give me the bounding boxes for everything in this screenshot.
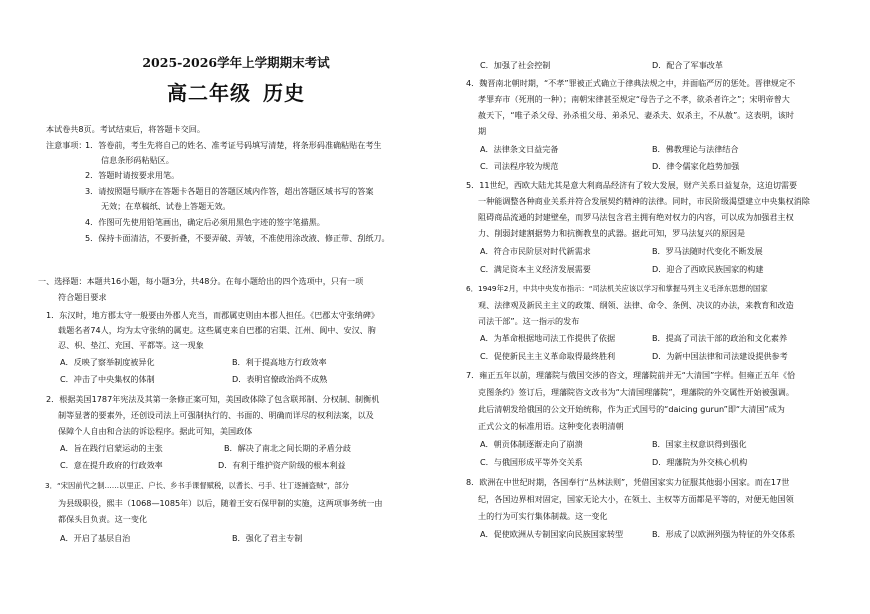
q2-option-b[interactable]: B．解决了南北之间长期的矛盾分歧 <box>224 443 351 453</box>
q8-option-b[interactable]: B．形成了以欧洲列强为特征的外交体系 <box>652 529 796 539</box>
question-7-text: 正式公文的标准用语。这种变化表明清朝 <box>478 421 624 431</box>
question-3-text: 为县级职役，熙丰（1068—1085年）以后，随着王安石保甲制的实施，这两项事务统一由 <box>58 498 383 508</box>
question-2-text: 制等显著的要素外，还创设司法上可强制执行的、书面的、明确而详尽的权利法案，以及 <box>58 410 374 420</box>
q7-option-b[interactable]: B．国家主权意识得到强化 <box>652 439 747 449</box>
exam-title: 2025-2026学年上学期期末考试 <box>142 55 330 70</box>
q5-option-d[interactable]: D．迎合了西欧民族国家的构建 <box>652 264 764 274</box>
question-1-text: 1．东汉时，地方郡太守一般要由外郡人充当，而郡属吏则由本郡人担任。《巴郡太守张纳碑》 <box>46 310 379 320</box>
q4-option-b[interactable]: B．佛教理论与法律结合 <box>652 144 739 154</box>
question-5-text: 阻碍商品流通的封建壁垒，而罗马法包含君主拥有绝对权力的内容，可以成为加强君主权 <box>478 212 794 222</box>
section-heading-cont: 符合题目要求 <box>58 292 107 302</box>
q5-option-b[interactable]: B．罗马法随时代变化不断发展 <box>652 246 763 256</box>
question-4-text: 孝罪弃市（死刑的一种）；南朝宋律甚至规定“母告子之不孝，欲杀者许之”；宋明帝曾大 <box>478 94 790 104</box>
q7-option-d[interactable]: D．理藩院为外交核心机构 <box>652 457 748 467</box>
q6-option-b[interactable]: B．提高了司法干部的政治和文化素养 <box>652 333 788 343</box>
question-5-text: 力、削弱封建割据势力和抗衡教皇的武器。据此可知，罗马法复兴的原因是 <box>478 228 746 238</box>
question-2-text: 2．根据美国1787年宪法及其第一条修正案可知，美国政体除了包含联邦制、分权制、制衡机 <box>46 394 380 404</box>
q6-option-a[interactable]: A．为革命根据地司法工作提供了依据 <box>480 333 616 343</box>
question-1-text: 忍、枳、垫江、充国、平都等。这一现象 <box>58 340 204 350</box>
q4-option-d[interactable]: D．律令儒家化趋势加强 <box>652 161 740 171</box>
q6-option-c[interactable]: C．促使新民主主义革命取得最终胜利 <box>480 351 616 361</box>
q1-option-c[interactable]: C．冲击了中央集权的体制 <box>60 374 155 384</box>
q2-option-a[interactable]: A．旨在践行启蒙运动的主张 <box>60 443 163 453</box>
question-1-text: 载题名者74人，均为太守张纳的属吏。这些属吏来自巴郡的宕渠、江州、阆中、安汉、朐 <box>58 325 376 335</box>
q4-option-a[interactable]: A．法律条文日益完备 <box>480 144 559 154</box>
question-3-text: 都保头目负责。这一变化 <box>58 514 148 524</box>
question-4-text: 赦天下，“唯子杀父母、孙杀祖父母、弟杀兄、妻杀夫、奴杀主，不从赦”。这表明，该时 <box>478 110 794 120</box>
question-7-text: 7．雍正五年以前，理藩院与俄国交涉的咨文，理藩院前并无“大清国”字样。但雍正五年《恰 <box>466 370 796 380</box>
grade-subject-heading <box>46 81 426 105</box>
q5-option-a[interactable]: A．符合市民阶层对时代新需求 <box>480 246 591 256</box>
q6-option-d[interactable]: D．为新中国法律和司法建设提供参考 <box>652 351 788 361</box>
notes-label: 注意事项： <box>46 140 87 150</box>
intro-text: 本试卷共8页。考试结束后，将答题卡交回。 <box>46 124 205 134</box>
note-line: 3．请按照题号顺序在答题卡各题目的答题区域内作答，超出答题区域书写的答案 <box>85 186 374 196</box>
q5-option-c[interactable]: C．满足资本主义经济发展需要 <box>480 264 591 274</box>
question-8-text: 纪，各国边界相对固定，国家无论大小，在领土、主权等方面都是平等的，对便无他国领 <box>478 494 794 504</box>
note-line: 2．答题时请按要求用笔。 <box>85 170 180 180</box>
question-5-text: 5．11世纪，西欧大陆尤其是意大利商品经济有了较大发展，财产关系日益复杂，这迫切需要 <box>466 180 798 190</box>
question-7-text: 克图条约》签订后，理藩院咨文改书为“大清国理藩院”，理藩院的外交属性开始被强调。 <box>478 387 794 397</box>
q3-option-b[interactable]: B．强化了君主专制 <box>232 533 303 543</box>
note-line: 1．答卷前，考生先将自己的姓名、准考证号码填写清楚，将条形码准确粘贴在考生 <box>85 140 382 150</box>
q1-option-d[interactable]: D．表明官僚政治尚不成熟 <box>232 374 328 384</box>
question-5-text: 一种能调整各种商业关系并符合发展契约精神的法律。同时，市民阶级渴望建立中央集权消除 <box>478 196 810 206</box>
q4-option-c[interactable]: C．司法程序较为规范 <box>480 161 559 171</box>
question-3-text: 3．“宋因前代之制……以里正、户长、乡书手课督赋税，以耆长、弓手、壮丁逐捕盗贼”，部分 <box>45 481 350 490</box>
note-line: 无效；在草稿纸、试卷上答题无效。 <box>101 201 231 211</box>
q3-option-d[interactable]: D．配合了军事改革 <box>652 60 723 70</box>
question-4-text: 4．魏晋南北朝时期，“不孝”罪被正式确立于律典法规之中，并面临严厉的惩处。晋律规定不 <box>466 78 796 88</box>
section-heading: 一、选择题：本题共16小题，每小题3分，共48分。在每小题给出的四个选项中，只有一项 <box>38 276 364 286</box>
question-8-text: 土的行为可实行集体制裁。这一变化 <box>478 511 608 521</box>
question-7-text: 此后清朝发给俄国的公文开始统称，作为正式国号的“daicing gurun”即“大清国”成为 <box>478 404 785 414</box>
q1-option-a[interactable]: A．反映了察举制度被异化 <box>60 357 155 367</box>
q7-option-a[interactable]: A．朝贡体制逐渐走向了崩溃 <box>480 439 583 449</box>
q8-option-a[interactable]: A．促使欧洲从专制国家向民族国家转型 <box>480 529 624 539</box>
question-4-text: 期 <box>478 126 487 136</box>
q2-option-c[interactable]: C．意在提升政府的行政效率 <box>60 460 163 470</box>
note-line: 4．作图可先使用铅笔画出，确定后必须用黑色字迹的签字笔描黑。 <box>85 217 325 227</box>
grade-label: 高二年级 <box>167 81 251 105</box>
question-8-text: 8．欧洲在中世纪时期，各国奉行“丛林法则”，凭借国家实力征服其他弱小国家。而在17世 <box>466 477 790 487</box>
q7-option-c[interactable]: C．与俄国形成平等外交关系 <box>480 457 583 467</box>
question-6-text: 司法干部”。这一指示的发布 <box>478 316 580 326</box>
question-6-text: 6．1949年2月，中共中央发布指示：“司法机关应该以学习和掌握马列主义毛泽东思想的国家 <box>466 284 768 293</box>
q1-option-b[interactable]: B．利于提高地方行政效率 <box>232 357 327 367</box>
note-line: 5．保持卡面清洁，不要折叠，不要弄破、弄皱，不准使用涂改液、修正带、刮纸刀。 <box>85 233 390 243</box>
note-line: 信息条形码粘贴区。 <box>101 155 174 165</box>
question-2-text: 保障个人自由和合法的诉讼程序。据此可知，美国政体 <box>58 426 253 436</box>
q2-option-d[interactable]: D．有利于维护资产阶级的根本利益 <box>218 460 346 470</box>
question-6-text: 观、法律观及新民主主义的政策、纲领、法律、命令、条例、决议的办法，来教育和改造 <box>478 300 794 310</box>
subject-label: 历史 <box>263 81 305 105</box>
q3-option-c[interactable]: C．加强了社会控制 <box>480 60 551 70</box>
q3-option-a[interactable]: A．开启了基层自治 <box>60 533 131 543</box>
